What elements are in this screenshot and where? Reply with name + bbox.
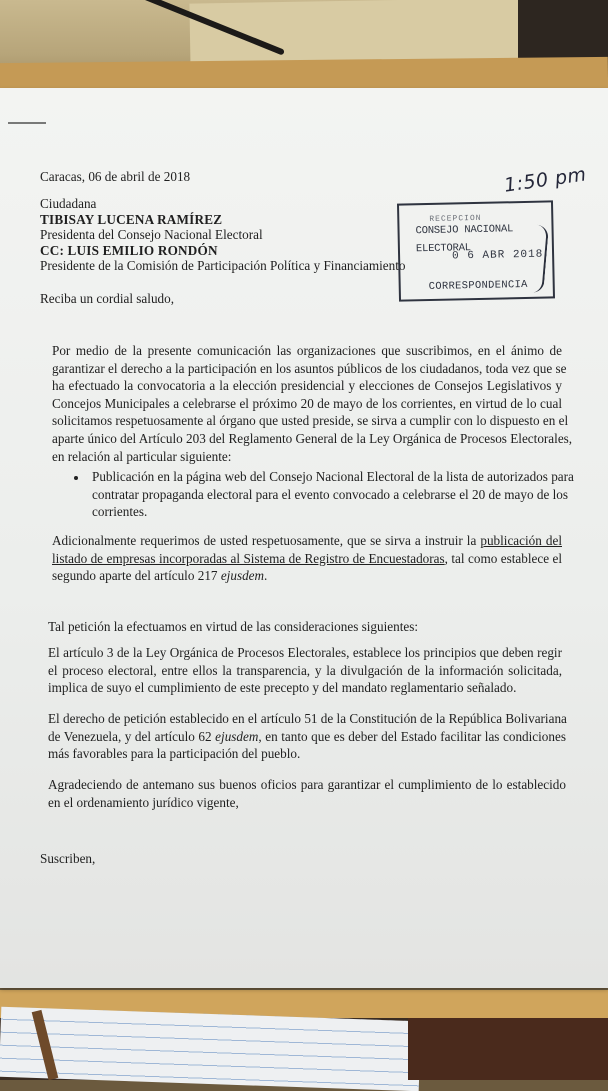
paragraph-line: el proceso electoral, entre ellos la transparencia, y la divulgación de la información solicitada,: [48, 662, 562, 678]
greeting: Reciba un cordial saludo,: [40, 291, 175, 306]
letter-date: Caracas, 06 de abril de 2018: [40, 169, 191, 184]
bullet-icon: [74, 476, 78, 480]
italic-text: ejusdem: [215, 728, 259, 744]
underlined-text: listado de empresas incorporadas al Sistema de Registro de Encuestadoras: [52, 550, 445, 566]
recipient-title: Presidenta del Consejo Nacional Electoral: [40, 227, 263, 242]
bullet-line: Publicación en la página web del Consejo Nacional Electoral de la lista de autorizados para: [92, 469, 574, 484]
paragraph-line: Agradeciendo de antemano sus buenos oficios para garantizar el cumplimiento de lo establecido: [48, 777, 566, 792]
paragraph-considerations: Tal petición la efectuamos en virtud de las consideraciones siguientes:: [48, 619, 419, 634]
paragraph-closing: [48, 776, 566, 811]
text-run: segundo aparte del artículo 217: [52, 568, 221, 584]
bullet-line: contratar propaganda electoral para el evento convocado a celebrarse el 20 de mayo de los: [92, 486, 568, 502]
stamp-footer: CORRESPONDENCIA: [428, 278, 528, 293]
reception-stamp: [397, 200, 555, 301]
underlined-text: publicación del: [480, 533, 562, 548]
recipient-name: TIBISAY LUCENA RAMÍREZ: [40, 211, 223, 227]
wooden-desk: [408, 1018, 608, 1080]
background-desk-bottom: [0, 990, 608, 1080]
paragraph-line: aparte único del Artículo 203 del Reglamento General de la Ley Orgánica de Procesos Electorales,: [52, 430, 573, 446]
paragraph-line: garantizar el derecho a la participación en los asuntos públicos de los ciudadanos, toda vez que se: [52, 360, 567, 376]
paragraph-additional: [52, 532, 562, 585]
cc-title: Presidente de la Comisión de Participación Política y Financiamiento: [40, 258, 406, 273]
paragraph-line: El artículo 3 de la Ley Orgánica de Procesos Electorales, establece los principios que deben regir: [48, 645, 562, 660]
paragraph-line: ha efectuado la convocatoria a la elección presidencial y elecciones de Consejos Legislativos y: [52, 378, 562, 394]
bullet-item: [92, 468, 574, 521]
paragraph-line: en relación al particular siguiente:: [52, 448, 232, 464]
text-run: .: [264, 568, 268, 584]
stamp-date: 0 6 ABR 2018: [451, 248, 544, 263]
italic-text: ejusdem: [220, 568, 265, 584]
closing-signoff: Suscriben,: [40, 851, 96, 866]
paragraph-article-51: [48, 710, 566, 763]
recipient-salutation: Ciudadana: [40, 196, 97, 211]
cc-name: CC: LUIS EMILIO RONDÓN: [40, 242, 218, 258]
paragraph-line: [52, 567, 562, 585]
paragraph-line: [52, 550, 562, 568]
paragraph-line: El derecho de petición establecido en el artículo 51 de la Constitución de la República Bolivariana: [48, 711, 567, 726]
bullet-line: corrientes.: [92, 504, 148, 520]
text-run: , tal como establece el: [444, 550, 562, 566]
paragraph-request: [52, 342, 573, 465]
signature-mark: [521, 224, 549, 294]
stamp-header: RECEPCION: [429, 213, 482, 224]
paragraph-article-3: [48, 644, 562, 697]
notebook-paper: [0, 1007, 421, 1091]
text-run: Adicionalmente requerimos de usted respetuosamente, que se sirva a instruir la: [52, 533, 481, 548]
paragraph-line: [48, 728, 566, 746]
text-run: , en tanto que es deber del Estado facilitar las condiciones: [258, 728, 566, 744]
paragraph-line: Concejos Municipales a celebrarse el próximo 20 de mayo de los corrientes, en virtud de lo cual: [52, 395, 562, 411]
letter-page: [0, 88, 608, 988]
handwritten-time: 1:50 pm: [502, 163, 588, 197]
paragraph-line: Por medio de la presente comunicación las organizaciones que suscribimos, en el ánimo de: [52, 343, 562, 358]
paragraph-line: más favorables para la participación del pueblo.: [48, 746, 301, 762]
stamp-institution: CONSEJO NACIONAL ELECTORAL: [415, 223, 514, 255]
paragraph-line: [52, 532, 562, 550]
paragraph-line: implica de suyo el cumplimiento de este precepto y del mandato reglamentario señalado.: [48, 680, 517, 696]
margin-mark: [8, 122, 46, 124]
recipient-block: [40, 196, 406, 274]
text-run: de Venezuela, y del artículo 62: [48, 728, 216, 744]
paragraph-line: solicitamos respetuosamente al órgano que usted preside, se sirva a cumplir con lo dispuesto en el: [52, 413, 569, 429]
paragraph-line: en el ordenamiento jurídico vigente,: [48, 794, 239, 810]
